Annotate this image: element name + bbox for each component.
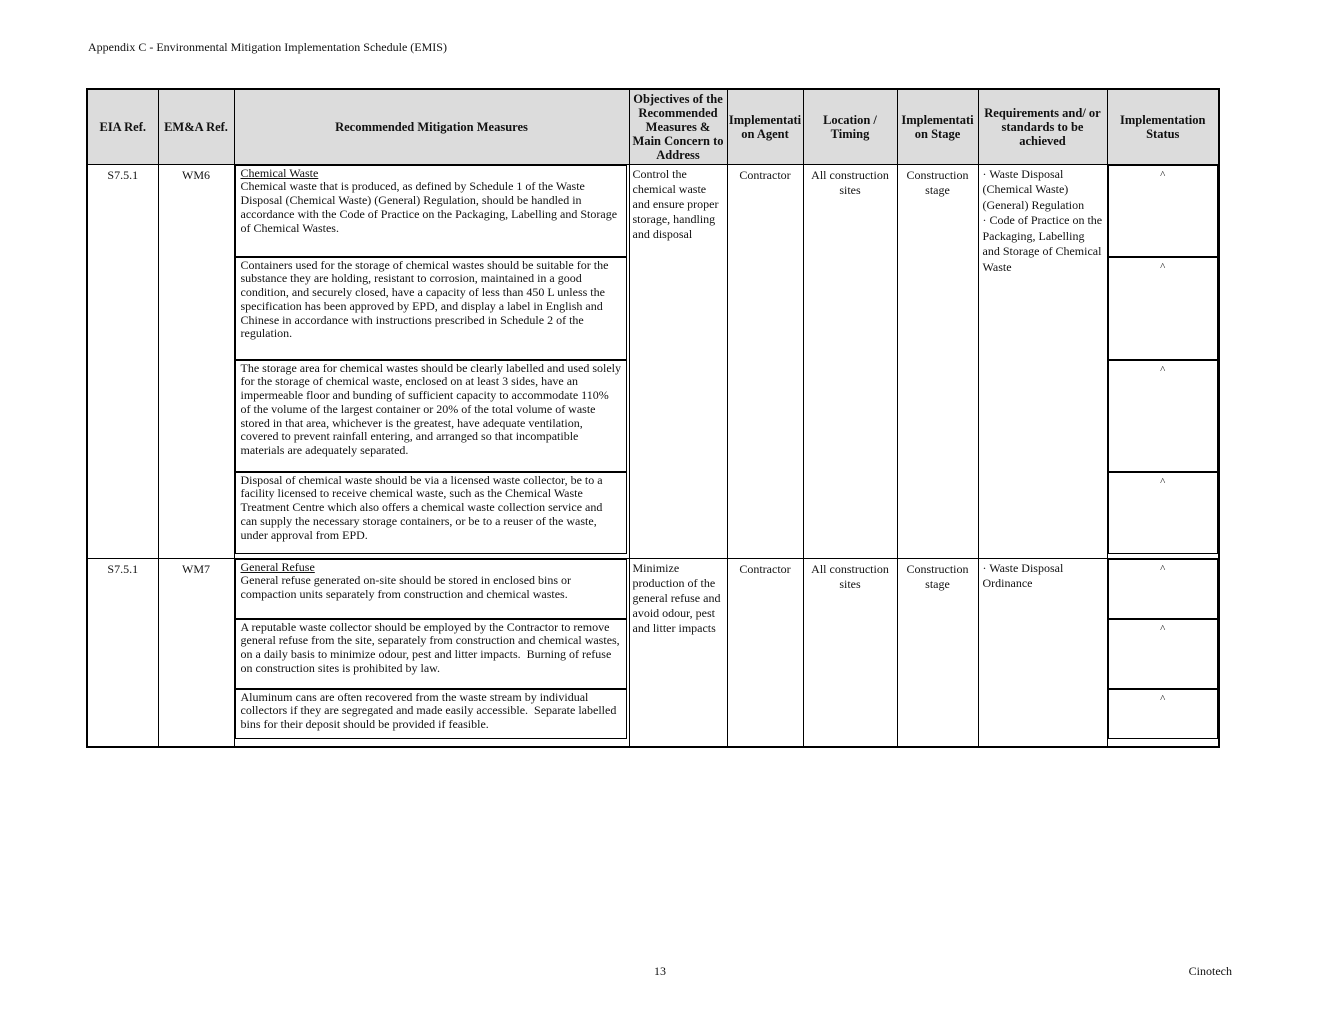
- column-header-objectives: Objectives of the Recommended Measures & Main Concern to Address: [629, 89, 727, 164]
- measure-item: [235, 165, 627, 257]
- measures-cell: [234, 164, 629, 558]
- objectives-cell: Control the chemical waste and ensure proper storage, handling and disposal: [629, 164, 727, 558]
- ema-ref-cell: WM7: [158, 558, 234, 747]
- requirements-cell: [978, 558, 1107, 747]
- measure-text: General refuse generated on-site should be stored in enclosed bins or compaction units separately from construction and chemical wastes.: [240, 573, 575, 602]
- location-timing-cell: All construction sites: [803, 558, 897, 747]
- status-mark: ^: [1108, 619, 1219, 689]
- table-row: [87, 164, 1219, 558]
- column-header-ema-ref: EM&A Ref.: [158, 89, 234, 164]
- column-header-agent: Implementation Agent: [727, 89, 803, 164]
- table-row: [87, 558, 1219, 747]
- column-header-requirements: Requirements and/ or standards to be achieved: [978, 89, 1107, 164]
- measures-cell: [234, 558, 629, 747]
- status-mark: ^: [1108, 559, 1219, 619]
- measure-item: [235, 559, 627, 619]
- status-mark: ^: [1108, 472, 1219, 554]
- measure-item: Aluminum cans are often recovered from the waste stream by individual collectors if they are segregated and made easily accessible. Separate labelled bins for their deposit should be provided if feasible.: [235, 689, 627, 739]
- footer-company: Cinotech: [1188, 964, 1232, 978]
- column-header-status: Implementation Status: [1107, 89, 1219, 164]
- measure-title: Chemical Waste: [240, 165, 319, 180]
- requirement-item: · Waste Disposal Ordinance: [982, 560, 1064, 590]
- measure-item: Containers used for the storage of chemical wastes should be suitable for the substance they are holding, resistant to corrosion, maintained in a good condition, and securely closed, have a capacity of less than 450 L unless the specification has been approved by EPD, and display a label in English and Chinese in accordance with instructions prescribed in Schedule 2 of the regulation.: [235, 257, 627, 360]
- appendix-header-note: Appendix C - Environmental Mitigation Implementation Schedule (EMIS): [88, 40, 447, 54]
- measure-item: A reputable waste collector should be employed by the Contractor to remove general refuse from the site, separately from construction and chemical wastes, on a daily basis to minimize odour, pest and litter impacts. Burning of refuse on construction sites is prohibited by law.: [235, 619, 627, 689]
- column-header-measures: Recommended Mitigation Measures: [234, 89, 629, 164]
- eia-ref-cell: S7.5.1: [87, 558, 158, 747]
- stage-cell: Construction stage: [897, 164, 978, 558]
- column-header-location-timing: Location / Timing: [803, 89, 897, 164]
- status-mark: ^: [1108, 257, 1219, 360]
- measure-title: General Refuse: [240, 559, 315, 574]
- requirements-cell: [978, 164, 1107, 558]
- measure-item: The storage area for chemical wastes should be clearly labelled and used solely for the storage of chemical waste, enclosed on at least 3 sides, have an impermeable floor and bunding of sufficient capacity to accommodate 110% of the volume of the largest container or 20% of the total volume of waste stored in that area, whichever is the greatest, have adequate ventilation, covered to prevent rainfall entering, and arranged so that incompatible materials are adequately separated.: [235, 360, 627, 472]
- measure-item: Disposal of chemical waste should be via a licensed waste collector, be to a facility licensed to receive chemical waste, such as the Chemical Waste Treatment Centre which also offers a chemical waste collection service and can supply the necessary storage containers, or be to a reuser of the waste, under approval from EPD.: [235, 472, 627, 554]
- objectives-cell: Minimize production of the general refuse and avoid odour, pest and litter impacts: [629, 558, 727, 747]
- requirement-item: · Code of Practice on the Packaging, Labelling and Storage of Chemical Waste: [982, 213, 1103, 274]
- agent-cell: Contractor: [727, 558, 803, 747]
- status-cell: [1107, 164, 1219, 558]
- status-cell: [1107, 558, 1219, 747]
- agent-cell: Contractor: [727, 164, 803, 558]
- table-header-row: [87, 89, 1219, 164]
- column-header-eia-ref: EIA Ref.: [87, 89, 158, 164]
- measure-text: Chemical waste that is produced, as defined by Schedule 1 of the Waste Disposal (Chemical Waste) (General) Regulation, should be handled in accordance with the Code of Practice on the Packaging, Labelling and Storage of Chemical Wastes.: [240, 179, 621, 235]
- eia-ref-cell: S7.5.1: [87, 164, 158, 558]
- location-timing-cell: All construction sites: [803, 164, 897, 558]
- page-number: 13: [654, 964, 666, 978]
- status-mark: ^: [1108, 689, 1219, 739]
- stage-cell: Construction stage: [897, 558, 978, 747]
- requirement-item: · Waste Disposal (Chemical Waste) (General) Regulation: [982, 166, 1085, 212]
- column-header-stage: Implementation Stage: [897, 89, 978, 164]
- emis-table: [86, 88, 1220, 748]
- ema-ref-cell: WM6: [158, 164, 234, 558]
- status-mark: ^: [1108, 165, 1219, 257]
- status-mark: ^: [1108, 360, 1219, 472]
